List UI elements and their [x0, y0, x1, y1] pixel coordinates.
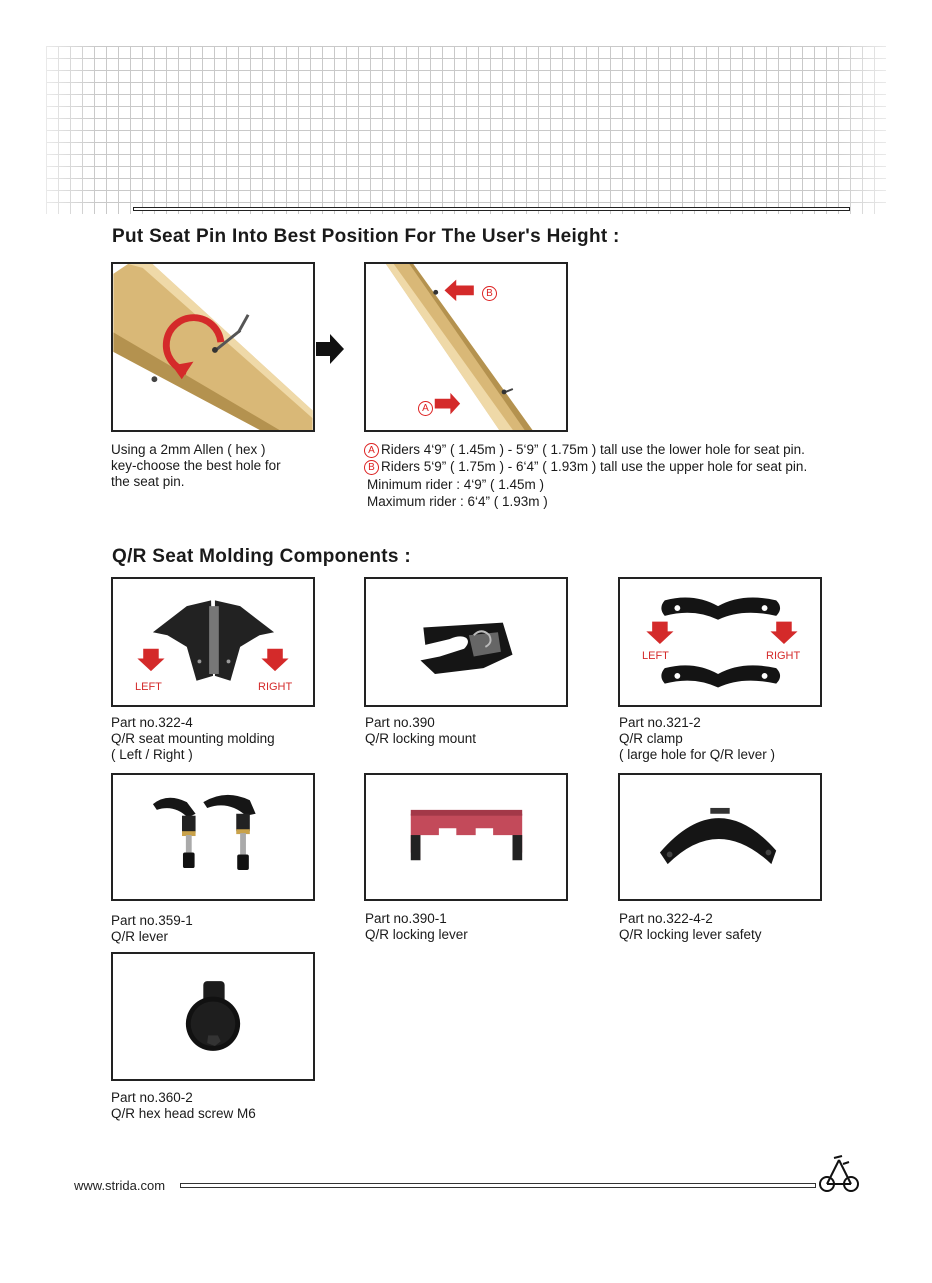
footer-url: www.strida.com: [74, 1178, 166, 1193]
seat-pin-allen-key-photo: [111, 262, 315, 432]
part-390-1-caption: [365, 911, 468, 943]
note-maximum-rider: Maximum rider : 6‘4” ( 1.93m ): [367, 494, 548, 509]
part-description: Q/R hex head screw M6: [111, 1106, 256, 1121]
note-text: Riders 4‘9” ( 1.45m ) - 5‘9” ( 1.75m ) tall use the lower hole for seat pin.: [381, 442, 805, 457]
part-number: Part no.390-1: [365, 911, 447, 926]
right-label: RIGHT: [258, 681, 293, 693]
footer-rule: [180, 1183, 816, 1188]
left-label: LEFT: [135, 681, 162, 693]
allen-key-caption: Using a 2mm Allen ( hex ) key-choose the best hole for the seat pin.: [111, 442, 281, 489]
note-minimum-rider: Minimum rider : 4‘9” ( 1.45m ): [367, 477, 545, 492]
next-step-arrow-icon: [316, 334, 344, 369]
note-lower-hole: [364, 441, 805, 458]
part-322-4-2-caption: [619, 911, 762, 943]
note-text: Riders 5‘9” ( 1.75m ) - 6‘4” ( 1.93m ) tall use the upper hole for seat pin.: [381, 459, 808, 474]
part-359-1-photo: [111, 773, 315, 901]
part-321-2-photo: [618, 577, 822, 707]
right-label: RIGHT: [766, 650, 801, 662]
left-label: LEFT: [642, 650, 669, 662]
header-grid-fade: [46, 46, 886, 214]
part-390-photo: [364, 577, 568, 707]
marker-a-label: A: [418, 401, 433, 416]
part-number: Part no.360-2: [111, 1090, 193, 1105]
part-321-2-caption: [619, 715, 775, 763]
part-359-1-caption: [111, 913, 193, 945]
part-360-2-caption: [111, 1090, 256, 1122]
part-number: Part no.322-4-2: [619, 911, 713, 926]
marker-b-icon: B: [364, 460, 379, 475]
seat-pin-holes-photo: [364, 262, 568, 432]
part-360-2-photo: [111, 952, 315, 1081]
part-number: Part no.321-2: [619, 715, 701, 730]
part-322-4-caption: [111, 715, 275, 763]
part-description: Q/R locking mount: [365, 731, 477, 746]
part-390-1-photo: [364, 773, 568, 901]
part-322-4-photo: [111, 577, 315, 707]
part-description: Q/R locking lever safety: [619, 927, 762, 942]
marker-a-icon: A: [364, 443, 379, 458]
part-322-4-2-photo: [618, 773, 822, 901]
part-description: Q/R clamp ( large hole for Q/R lever ): [619, 731, 776, 762]
part-number: Part no.359-1: [111, 913, 193, 928]
note-upper-hole: [364, 458, 807, 475]
part-390-caption: [365, 715, 476, 747]
bicycle-logo-icon: [816, 1150, 862, 1194]
part-description: Q/R locking lever: [365, 927, 468, 942]
part-number: Part no.390: [365, 715, 435, 730]
part-description: Q/R lever: [111, 929, 169, 944]
header-rule: [133, 207, 850, 211]
section-heading-components: Q/R Seat Molding Components :: [112, 546, 411, 567]
section-heading-seat-pin: Put Seat Pin Into Best Position For The User's Height :: [112, 226, 620, 247]
part-number: Part no.322-4: [111, 715, 193, 730]
part-description: Q/R seat mounting molding ( Left / Right ): [111, 731, 275, 762]
marker-b-label: B: [482, 286, 497, 301]
